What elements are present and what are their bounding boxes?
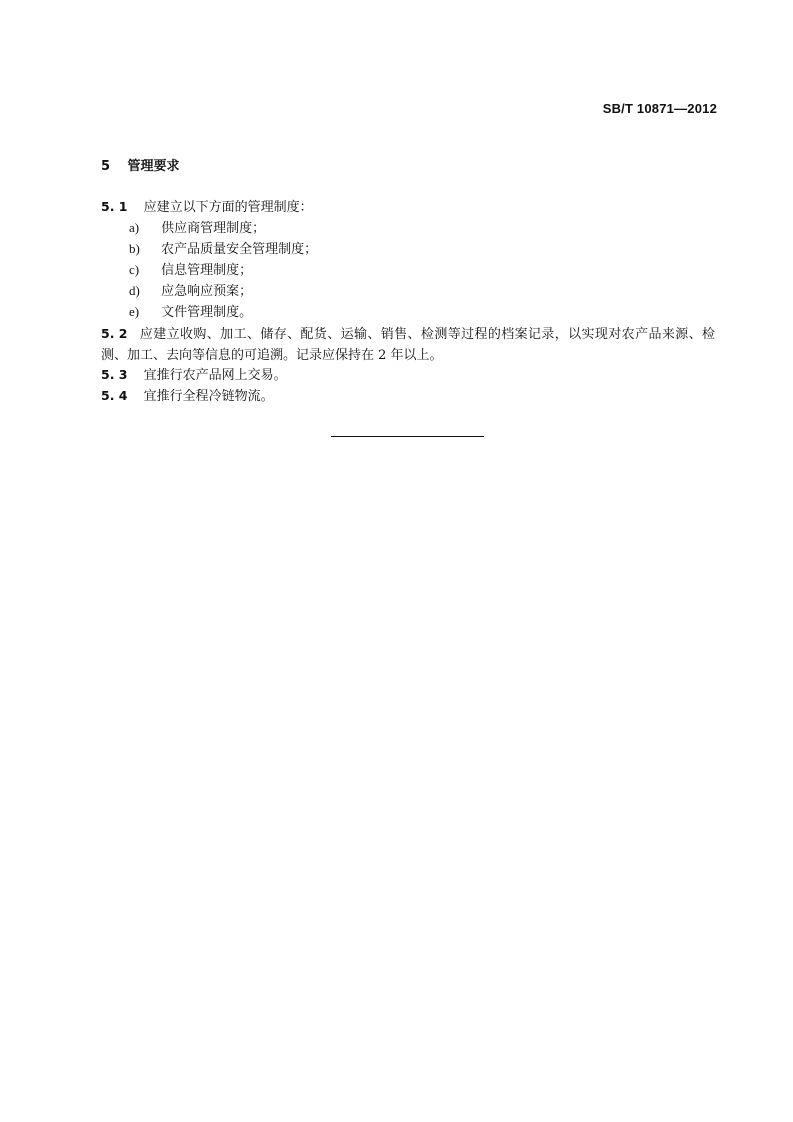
clause-number: 5. 4 [101,388,128,403]
standard-code: SB/T 10871—2012 [602,101,717,116]
list-item-d [129,281,252,302]
list-item-text: 农产品质量安全管理制度； [161,242,318,257]
list-item-text: 信息管理制度； [161,263,253,278]
list-item-c [129,260,252,281]
clause-5-1 [101,197,313,218]
section-heading [101,155,180,174]
clause-text: 宜推行农产品网上交易。 [143,368,287,383]
list-item-text: 供应商管理制度； [161,221,266,236]
clause-text: 应建立以下方面的管理制度： [143,200,313,215]
clause-text: 应建立收购、加工、储存、配货、运输、销售、检测等过程的档案记录，以实现对农产品来源、检测、加工、去向等信息的可追溯。记录应保持在 2 年以上。 [101,327,715,363]
clause-number: 5. 3 [101,367,128,382]
list-item-text: 文件管理制度。 [161,305,253,320]
list-item-a [129,218,265,239]
list-marker: d) [129,283,140,298]
list-marker: a) [129,220,140,235]
list-marker: e) [129,304,140,319]
clause-5-3 [101,365,287,386]
list-item-e [129,302,252,323]
clause-5-2 [101,323,715,366]
section-number: 5 [101,159,111,174]
clause-5-4 [101,386,274,407]
list-marker: c) [129,262,140,277]
section-title: 管理要求 [127,159,180,174]
list-item-text: 应急响应预案； [161,284,253,299]
list-marker: b) [129,241,140,256]
end-of-document-rule [331,436,484,437]
clause-number: 5. 2 [101,326,128,341]
clause-number: 5. 1 [101,199,128,214]
list-item-b [129,239,317,260]
clause-text: 宜推行全程冷链物流。 [143,389,274,404]
